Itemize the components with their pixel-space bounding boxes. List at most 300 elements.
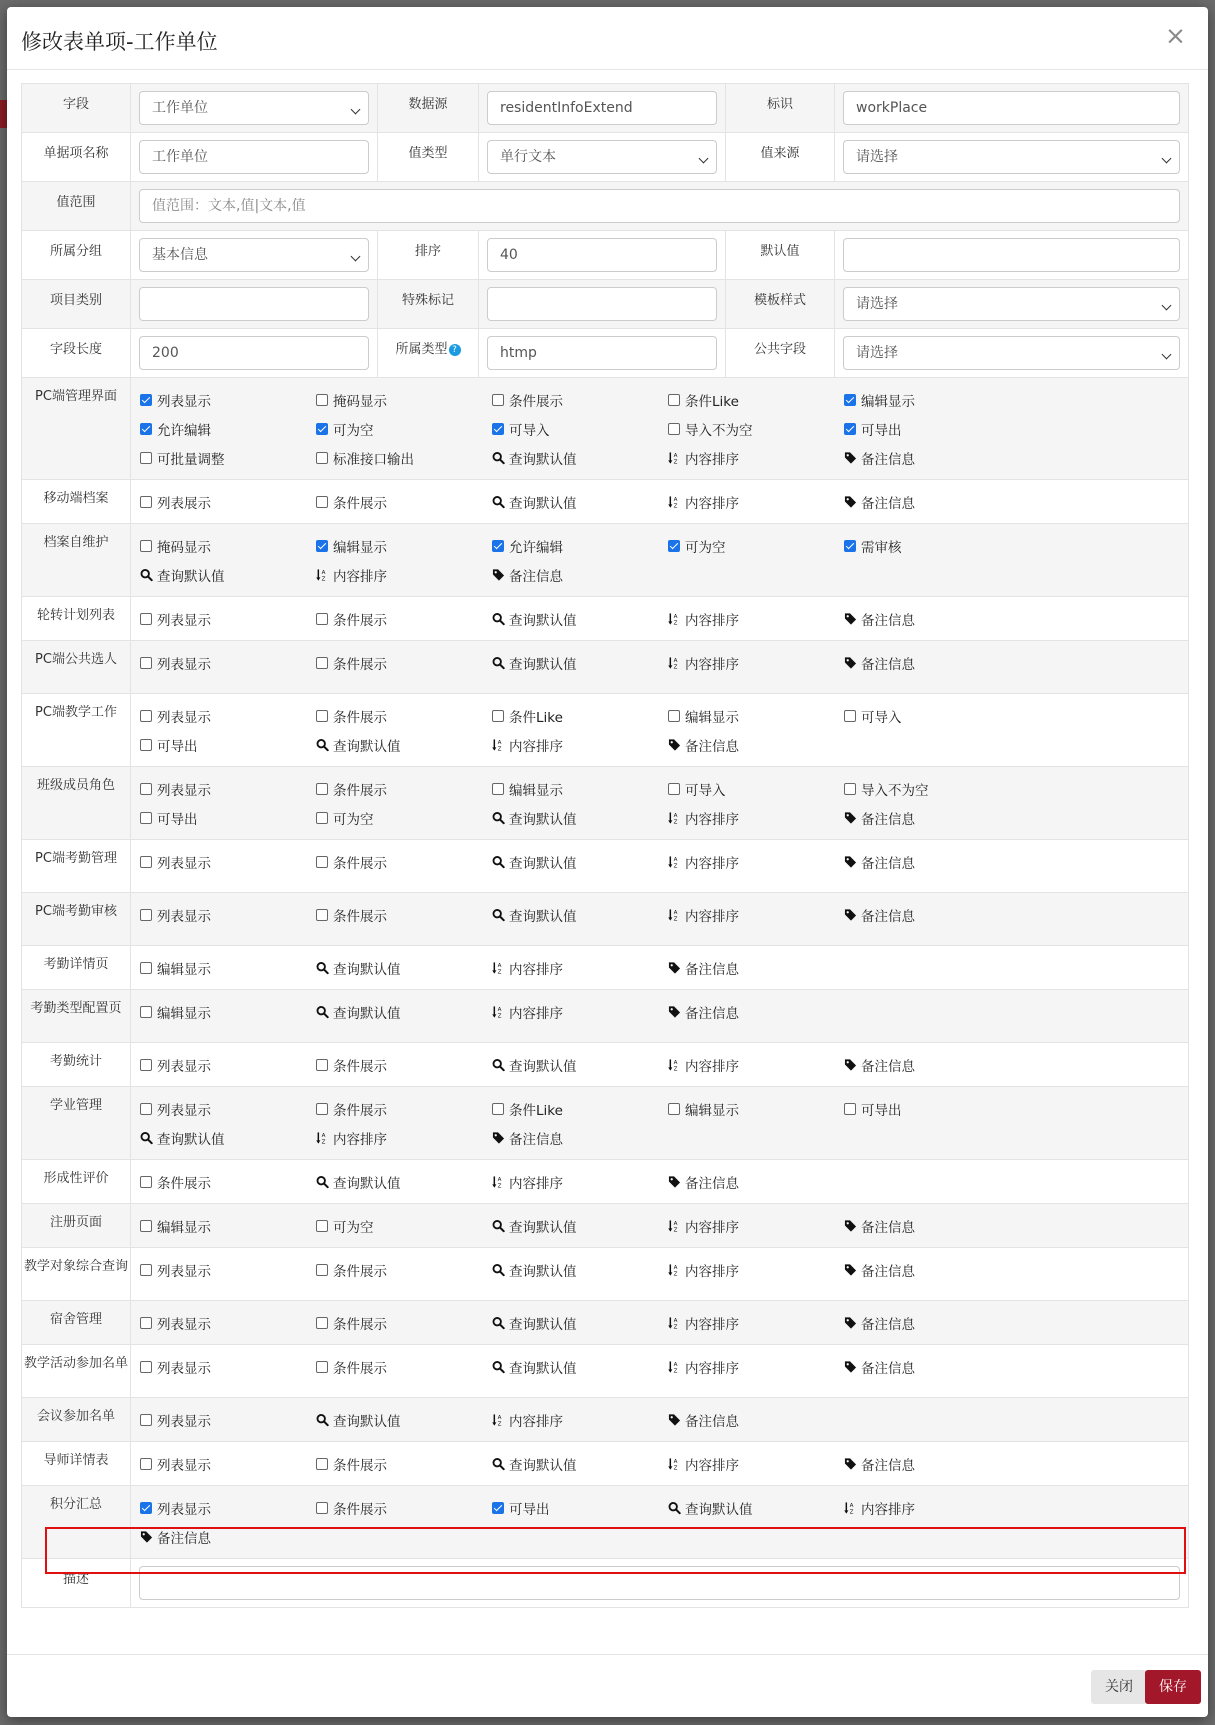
checkbox[interactable] bbox=[140, 1414, 152, 1426]
option-label: 掩码显示 bbox=[157, 539, 211, 556]
option-label: 查询默认值 bbox=[509, 1316, 577, 1333]
option-checkbox[interactable] bbox=[316, 701, 492, 730]
query-default-link[interactable] bbox=[316, 997, 492, 1026]
form-table bbox=[21, 83, 1189, 1608]
option-checkbox[interactable] bbox=[316, 1211, 492, 1240]
remark-link[interactable] bbox=[844, 648, 1020, 677]
option-checkbox[interactable] bbox=[492, 701, 668, 730]
option-checkbox[interactable] bbox=[668, 531, 844, 560]
checkbox[interactable] bbox=[492, 423, 504, 435]
checkbox[interactable] bbox=[492, 394, 504, 406]
item-category-input[interactable] bbox=[139, 287, 369, 321]
option-rows bbox=[22, 378, 1189, 1559]
option-checkbox[interactable] bbox=[492, 774, 668, 803]
option-row-label: 考勤统计 bbox=[22, 1043, 131, 1087]
content-sort-link[interactable] bbox=[316, 1123, 492, 1152]
query-default-link[interactable] bbox=[668, 1493, 844, 1522]
search-icon bbox=[316, 1175, 329, 1189]
option-row-label: 会议参加名单 bbox=[22, 1398, 131, 1442]
option-checkbox[interactable] bbox=[316, 604, 492, 633]
option-checkbox[interactable] bbox=[140, 487, 316, 516]
option-label: 备注信息 bbox=[861, 451, 915, 468]
remark-link[interactable] bbox=[668, 730, 844, 759]
query-default-link[interactable] bbox=[492, 1449, 668, 1478]
option-label: 内容排序 bbox=[685, 1058, 739, 1075]
option-checkbox[interactable] bbox=[316, 847, 492, 876]
checkbox[interactable] bbox=[140, 856, 152, 868]
search-icon bbox=[492, 1316, 505, 1330]
query-default-link[interactable] bbox=[492, 648, 668, 677]
remark-link[interactable] bbox=[844, 443, 1020, 472]
option-checkbox[interactable] bbox=[140, 1352, 316, 1381]
option-checkbox[interactable] bbox=[668, 1094, 844, 1123]
remark-link[interactable] bbox=[668, 1167, 844, 1196]
sort-icon bbox=[668, 656, 681, 670]
checkbox[interactable] bbox=[668, 540, 680, 552]
checkbox[interactable] bbox=[140, 1502, 152, 1514]
option-checkbox[interactable] bbox=[492, 385, 668, 414]
checkbox[interactable] bbox=[140, 1103, 152, 1115]
option-checkbox[interactable] bbox=[316, 1050, 492, 1079]
query-default-link[interactable] bbox=[140, 560, 316, 589]
checkbox[interactable] bbox=[140, 496, 152, 508]
option-label: 可批量调整 bbox=[157, 451, 225, 468]
query-default-link[interactable] bbox=[316, 730, 492, 759]
option-label: 内容排序 bbox=[685, 1360, 739, 1377]
checkbox[interactable] bbox=[316, 1502, 328, 1514]
option-label: 列表显示 bbox=[157, 1102, 211, 1119]
content-sort-link[interactable] bbox=[668, 648, 844, 677]
option-checkbox[interactable] bbox=[668, 774, 844, 803]
option-label: 导入不为空 bbox=[685, 422, 753, 439]
option-checkbox[interactable] bbox=[844, 774, 1020, 803]
checkbox[interactable] bbox=[140, 423, 152, 435]
option-checkbox[interactable] bbox=[844, 531, 1020, 560]
option-checkbox[interactable] bbox=[316, 414, 492, 443]
option-label: 查询默认值 bbox=[509, 811, 577, 828]
option-label: 列表显示 bbox=[157, 709, 211, 726]
content-sort-link[interactable] bbox=[668, 847, 844, 876]
checkbox[interactable] bbox=[140, 1059, 152, 1071]
checkbox[interactable] bbox=[492, 1502, 504, 1514]
checkbox[interactable] bbox=[316, 710, 328, 722]
remark-link[interactable] bbox=[140, 1522, 316, 1551]
owner-type-input[interactable]: htmp bbox=[487, 336, 717, 370]
option-checkbox[interactable] bbox=[140, 774, 316, 803]
help-icon[interactable]: ? bbox=[449, 344, 461, 356]
checkbox[interactable] bbox=[316, 657, 328, 669]
option-row bbox=[22, 1204, 1189, 1248]
content-sort-link[interactable] bbox=[316, 560, 492, 589]
checkbox[interactable] bbox=[140, 1176, 152, 1188]
option-checkbox[interactable] bbox=[140, 1493, 316, 1522]
option-checkbox[interactable] bbox=[140, 604, 316, 633]
option-checkbox[interactable] bbox=[140, 1405, 316, 1434]
option-row bbox=[22, 1301, 1189, 1345]
checkbox[interactable] bbox=[140, 1006, 152, 1018]
option-label: 备注信息 bbox=[157, 1530, 211, 1547]
close-button[interactable]: 关闭 bbox=[1091, 1670, 1147, 1704]
option-checkbox[interactable] bbox=[140, 414, 316, 443]
option-label: 条件Like bbox=[685, 393, 739, 410]
checkbox[interactable] bbox=[316, 812, 328, 824]
option-checkbox[interactable] bbox=[492, 1493, 668, 1522]
option-checkbox[interactable] bbox=[844, 701, 1020, 730]
checkbox[interactable] bbox=[844, 710, 856, 722]
query-default-link[interactable] bbox=[492, 1308, 668, 1337]
content-sort-link[interactable] bbox=[668, 1449, 844, 1478]
svg-text:Z: Z bbox=[673, 863, 678, 869]
checkbox[interactable] bbox=[316, 423, 328, 435]
search-icon bbox=[492, 612, 505, 626]
svg-text:A: A bbox=[497, 1006, 502, 1013]
checkbox[interactable] bbox=[844, 1103, 856, 1115]
content-sort-link[interactable] bbox=[492, 730, 668, 759]
checkbox[interactable] bbox=[316, 1458, 328, 1470]
content-sort-link[interactable] bbox=[668, 1050, 844, 1079]
option-checkbox[interactable] bbox=[316, 900, 492, 929]
option-label: 备注信息 bbox=[861, 1360, 915, 1377]
option-checkbox[interactable] bbox=[140, 900, 316, 929]
option-checkbox[interactable] bbox=[316, 487, 492, 516]
query-default-link[interactable] bbox=[492, 1050, 668, 1079]
option-checkbox[interactable] bbox=[844, 1094, 1020, 1123]
checkbox[interactable] bbox=[140, 452, 152, 464]
option-checkbox[interactable] bbox=[668, 414, 844, 443]
checkbox[interactable] bbox=[844, 394, 856, 406]
remark-link[interactable] bbox=[844, 604, 1020, 633]
option-checkbox[interactable] bbox=[316, 1352, 492, 1381]
option-checkbox[interactable] bbox=[316, 443, 492, 472]
close-icon[interactable]: × bbox=[1165, 21, 1186, 50]
option-label: 查询默认值 bbox=[509, 1360, 577, 1377]
checkbox[interactable] bbox=[844, 423, 856, 435]
edit-form-item-dialog bbox=[7, 7, 1208, 1717]
query-default-link[interactable] bbox=[492, 847, 668, 876]
checkbox[interactable] bbox=[492, 783, 504, 795]
content-sort-link[interactable] bbox=[668, 803, 844, 832]
option-label: 内容排序 bbox=[685, 1219, 739, 1236]
option-label: 备注信息 bbox=[685, 738, 739, 755]
remark-link[interactable] bbox=[668, 953, 844, 982]
option-label: 编辑显示 bbox=[509, 782, 563, 799]
checkbox[interactable] bbox=[140, 1317, 152, 1329]
content-sort-link[interactable] bbox=[492, 953, 668, 982]
option-label: 编辑显示 bbox=[333, 539, 387, 556]
content-sort-link[interactable] bbox=[492, 1405, 668, 1434]
checkbox[interactable] bbox=[492, 1103, 504, 1115]
option-checkbox[interactable] bbox=[316, 1493, 492, 1522]
remark-link[interactable] bbox=[844, 1449, 1020, 1478]
sort-icon bbox=[668, 1263, 681, 1277]
option-label: 列表显示 bbox=[157, 1316, 211, 1333]
checkbox[interactable] bbox=[492, 710, 504, 722]
special-mark-label: 特殊标记 bbox=[378, 280, 479, 329]
option-label: 查询默认值 bbox=[157, 568, 225, 585]
content-sort-link[interactable] bbox=[668, 443, 844, 472]
option-checkbox[interactable] bbox=[140, 443, 316, 472]
option-label: 需审核 bbox=[861, 539, 902, 556]
identifier-input[interactable]: workPlace bbox=[843, 91, 1180, 125]
option-checkbox[interactable] bbox=[316, 1094, 492, 1123]
option-checkbox[interactable] bbox=[316, 774, 492, 803]
save-button[interactable]: 保存 bbox=[1145, 1670, 1201, 1704]
option-checkbox[interactable] bbox=[140, 701, 316, 730]
remark-link[interactable] bbox=[844, 847, 1020, 876]
option-checkbox[interactable] bbox=[492, 1094, 668, 1123]
checkbox[interactable] bbox=[140, 394, 152, 406]
option-label: 列表显示 bbox=[157, 656, 211, 673]
content-sort-link[interactable] bbox=[492, 997, 668, 1026]
option-checkbox[interactable] bbox=[844, 414, 1020, 443]
option-checkbox[interactable] bbox=[140, 953, 316, 982]
option-checkbox[interactable] bbox=[492, 531, 668, 560]
option-checkbox[interactable] bbox=[316, 1255, 492, 1284]
checkbox[interactable] bbox=[140, 710, 152, 722]
checkbox[interactable] bbox=[140, 962, 152, 974]
svg-text:Z: Z bbox=[673, 620, 678, 626]
option-checkbox[interactable] bbox=[316, 385, 492, 414]
remark-link[interactable] bbox=[844, 803, 1020, 832]
option-grid bbox=[132, 1161, 1187, 1202]
option-checkbox[interactable] bbox=[668, 385, 844, 414]
checkbox[interactable] bbox=[668, 710, 680, 722]
default-value-input[interactable] bbox=[843, 238, 1180, 272]
sort-icon bbox=[492, 1175, 505, 1189]
option-checkbox[interactable] bbox=[316, 648, 492, 677]
option-checkbox[interactable] bbox=[140, 1094, 316, 1123]
sort-icon bbox=[492, 961, 505, 975]
field-length-input[interactable]: 200 bbox=[139, 336, 369, 370]
sort-icon bbox=[668, 855, 681, 869]
option-label: 内容排序 bbox=[509, 738, 563, 755]
query-default-link[interactable] bbox=[492, 487, 668, 516]
query-default-link[interactable] bbox=[316, 1167, 492, 1196]
remark-link[interactable] bbox=[492, 560, 668, 589]
option-label: 编辑显示 bbox=[861, 393, 915, 410]
value-type-select[interactable]: 单行文本 bbox=[487, 140, 717, 174]
option-label: 备注信息 bbox=[861, 656, 915, 673]
option-label: 备注信息 bbox=[509, 568, 563, 585]
field-length-label: 字段长度 bbox=[22, 329, 131, 378]
remark-link[interactable] bbox=[844, 900, 1020, 929]
option-checkbox[interactable] bbox=[140, 385, 316, 414]
public-field-select[interactable]: 请选择 bbox=[843, 336, 1180, 370]
sort-icon bbox=[668, 1360, 681, 1374]
query-default-link[interactable] bbox=[316, 953, 492, 982]
group-select[interactable]: 基本信息 bbox=[139, 238, 369, 272]
checkbox[interactable] bbox=[668, 394, 680, 406]
checkbox[interactable] bbox=[316, 783, 328, 795]
query-default-link[interactable] bbox=[492, 1255, 668, 1284]
checkbox[interactable] bbox=[316, 394, 328, 406]
remark-link[interactable] bbox=[492, 1123, 668, 1152]
checkbox[interactable] bbox=[316, 1317, 328, 1329]
tag-icon bbox=[668, 1413, 681, 1427]
checkbox[interactable] bbox=[140, 613, 152, 625]
content-sort-link[interactable] bbox=[492, 1167, 668, 1196]
option-checkbox[interactable] bbox=[140, 997, 316, 1026]
description-input[interactable] bbox=[139, 1566, 1180, 1600]
special-mark-input[interactable] bbox=[487, 287, 717, 321]
content-sort-link[interactable] bbox=[668, 487, 844, 516]
option-checkbox[interactable] bbox=[316, 803, 492, 832]
chevron-down-icon bbox=[1162, 154, 1172, 164]
option-label: 内容排序 bbox=[509, 1413, 563, 1430]
checkbox[interactable] bbox=[316, 496, 328, 508]
checkbox[interactable] bbox=[140, 1264, 152, 1276]
remark-link[interactable] bbox=[844, 1211, 1020, 1240]
option-checkbox[interactable] bbox=[668, 701, 844, 730]
checkbox[interactable] bbox=[140, 1458, 152, 1470]
item-category-label: 项目类别 bbox=[22, 280, 131, 329]
checkbox[interactable] bbox=[492, 540, 504, 552]
checkbox[interactable] bbox=[316, 1059, 328, 1071]
content-sort-link[interactable] bbox=[668, 1308, 844, 1337]
checkbox[interactable] bbox=[668, 1103, 680, 1115]
tag-icon bbox=[668, 1175, 681, 1189]
checkbox[interactable] bbox=[316, 1361, 328, 1373]
option-label: 列表展示 bbox=[157, 495, 211, 512]
option-label: 内容排序 bbox=[685, 908, 739, 925]
tag-icon bbox=[844, 1058, 857, 1072]
checkbox[interactable] bbox=[140, 739, 152, 751]
option-label: 允许编辑 bbox=[509, 539, 563, 556]
search-icon bbox=[492, 811, 505, 825]
sort-icon bbox=[668, 1316, 681, 1330]
query-default-link[interactable] bbox=[316, 1405, 492, 1434]
checkbox[interactable] bbox=[140, 909, 152, 921]
datasource-input[interactable]: residentInfoExtend bbox=[487, 91, 717, 125]
checkbox[interactable] bbox=[844, 783, 856, 795]
option-row-label: 班级成员角色 bbox=[22, 767, 131, 840]
checkbox[interactable] bbox=[140, 783, 152, 795]
remark-link[interactable] bbox=[844, 1050, 1020, 1079]
checkbox[interactable] bbox=[316, 613, 328, 625]
option-row-label: 注册页面 bbox=[22, 1204, 131, 1248]
option-row bbox=[22, 1248, 1189, 1301]
option-checkbox[interactable] bbox=[140, 1050, 316, 1079]
checkbox[interactable] bbox=[140, 812, 152, 824]
option-grid bbox=[132, 991, 1187, 1032]
content-sort-link[interactable] bbox=[844, 1493, 1020, 1522]
option-checkbox[interactable] bbox=[140, 1211, 316, 1240]
checkbox[interactable] bbox=[668, 783, 680, 795]
option-label: 条件展示 bbox=[333, 612, 387, 629]
remark-link[interactable] bbox=[844, 1308, 1020, 1337]
query-default-link[interactable] bbox=[140, 1123, 316, 1152]
remark-link[interactable] bbox=[668, 997, 844, 1026]
field-select[interactable]: 工作单位 bbox=[139, 91, 369, 125]
content-sort-link[interactable] bbox=[668, 1211, 844, 1240]
checkbox[interactable] bbox=[316, 1220, 328, 1232]
option-grid bbox=[132, 1346, 1187, 1387]
option-row-label: 移动端档案 bbox=[22, 480, 131, 524]
sort-icon bbox=[668, 495, 681, 509]
option-checkbox[interactable] bbox=[140, 803, 316, 832]
sort-icon bbox=[668, 1219, 681, 1233]
checkbox[interactable] bbox=[316, 856, 328, 868]
value-source-select[interactable]: 请选择 bbox=[843, 140, 1180, 174]
checkbox[interactable] bbox=[140, 1220, 152, 1232]
remark-link[interactable] bbox=[844, 1352, 1020, 1381]
tag-icon bbox=[844, 451, 857, 465]
sort-input[interactable]: 40 bbox=[487, 238, 717, 272]
checkbox[interactable] bbox=[316, 909, 328, 921]
option-checkbox[interactable] bbox=[140, 531, 316, 560]
chevron-down-icon bbox=[1162, 301, 1172, 311]
option-checkbox[interactable] bbox=[492, 414, 668, 443]
checkbox[interactable] bbox=[316, 452, 328, 464]
query-default-link[interactable] bbox=[492, 900, 668, 929]
checkbox[interactable] bbox=[844, 540, 856, 552]
tag-icon bbox=[492, 1131, 505, 1145]
checkbox[interactable] bbox=[316, 540, 328, 552]
sort-icon bbox=[668, 451, 681, 465]
option-checkbox[interactable] bbox=[140, 1449, 316, 1478]
content-sort-link[interactable] bbox=[668, 604, 844, 633]
template-style-select[interactable]: 请选择 bbox=[843, 287, 1180, 321]
dialog-header bbox=[7, 7, 1208, 70]
option-checkbox[interactable] bbox=[316, 1449, 492, 1478]
checkbox[interactable] bbox=[316, 1264, 328, 1276]
checkbox[interactable] bbox=[140, 540, 152, 552]
remark-link[interactable] bbox=[844, 487, 1020, 516]
remark-link[interactable] bbox=[844, 1255, 1020, 1284]
content-sort-link[interactable] bbox=[668, 1255, 844, 1284]
query-default-link[interactable] bbox=[492, 604, 668, 633]
option-label: 查询默认值 bbox=[509, 1219, 577, 1236]
option-checkbox[interactable] bbox=[140, 1167, 316, 1196]
dialog-body bbox=[7, 70, 1208, 1608]
value-range-input[interactable]: 值范围：文本,值|文本,值 bbox=[139, 189, 1180, 223]
option-label: 条件展示 bbox=[333, 1058, 387, 1075]
option-label: 查询默认值 bbox=[509, 612, 577, 629]
remark-link[interactable] bbox=[668, 1405, 844, 1434]
content-sort-link[interactable] bbox=[668, 1352, 844, 1381]
option-checkbox[interactable] bbox=[844, 385, 1020, 414]
item-name-input[interactable]: 工作单位 bbox=[139, 140, 369, 174]
option-row bbox=[22, 524, 1189, 597]
svg-text:Z: Z bbox=[849, 1509, 854, 1515]
option-checkbox[interactable] bbox=[140, 648, 316, 677]
checkbox[interactable] bbox=[140, 657, 152, 669]
svg-text:Z: Z bbox=[673, 1227, 678, 1233]
option-checkbox[interactable] bbox=[140, 730, 316, 759]
option-checkbox[interactable] bbox=[140, 1308, 316, 1337]
option-grid bbox=[132, 1443, 1187, 1484]
svg-text:Z: Z bbox=[321, 1139, 326, 1145]
option-checkbox[interactable] bbox=[316, 531, 492, 560]
option-checkbox[interactable] bbox=[140, 847, 316, 876]
option-checkbox[interactable] bbox=[316, 1308, 492, 1337]
query-default-link[interactable] bbox=[492, 803, 668, 832]
query-default-link[interactable] bbox=[492, 443, 668, 472]
dialog-title: 修改表单项-工作单位 bbox=[21, 30, 218, 54]
checkbox[interactable] bbox=[140, 1361, 152, 1373]
checkbox[interactable] bbox=[668, 423, 680, 435]
option-row-label: PC端管理界面 bbox=[22, 378, 131, 480]
option-grid bbox=[132, 1302, 1187, 1343]
checkbox[interactable] bbox=[316, 1103, 328, 1115]
option-label: 条件展示 bbox=[333, 782, 387, 799]
query-default-link[interactable] bbox=[492, 1352, 668, 1381]
option-label: 备注信息 bbox=[861, 495, 915, 512]
option-checkbox[interactable] bbox=[140, 1255, 316, 1284]
query-default-link[interactable] bbox=[492, 1211, 668, 1240]
svg-text:Z: Z bbox=[497, 1421, 502, 1427]
content-sort-link[interactable] bbox=[668, 900, 844, 929]
